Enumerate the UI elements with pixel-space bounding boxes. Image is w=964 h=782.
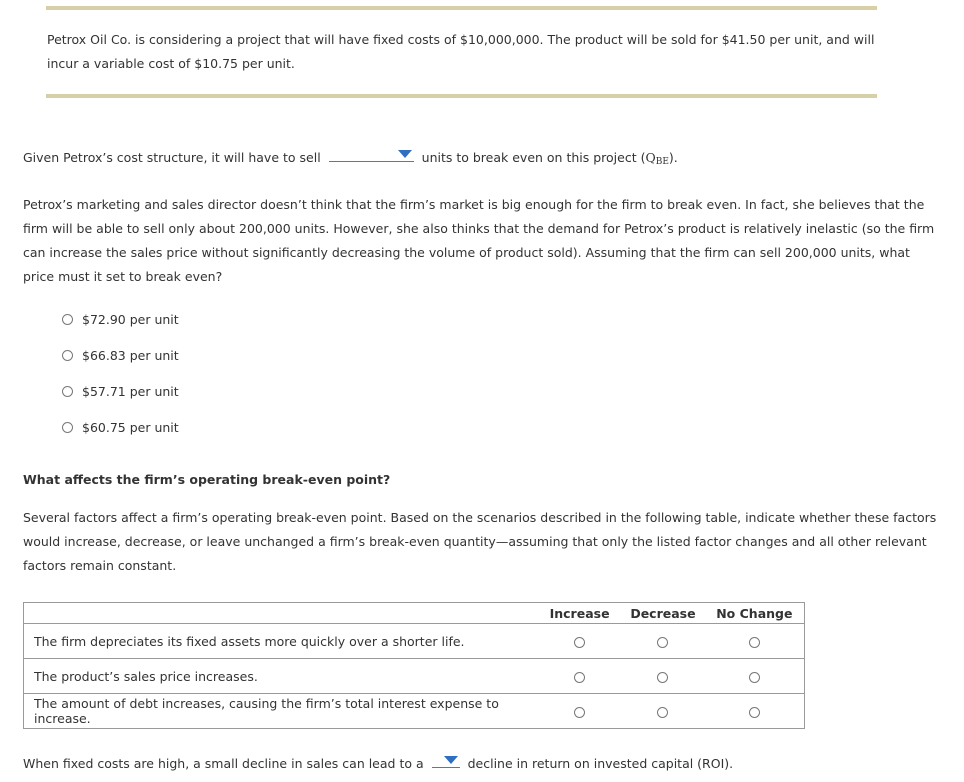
- radio-circle-icon[interactable]: [62, 350, 73, 361]
- qbe-subscript: BE: [655, 157, 669, 167]
- table-row: [24, 624, 805, 659]
- radio-circle-icon[interactable]: [62, 314, 73, 325]
- table-row: [24, 659, 805, 694]
- qbe-dropdown[interactable]: [329, 147, 414, 162]
- q4-sentence: [23, 752, 941, 776]
- radio-increase[interactable]: [574, 707, 585, 718]
- q4-text-after: decline in return on invested capital (ROI).: [467, 756, 734, 771]
- section-heading: What affects the firm’s operating break-even point?: [23, 472, 391, 487]
- qbe-symbol: Q: [645, 150, 656, 165]
- table-header-row: [24, 603, 805, 624]
- radio-circle-icon[interactable]: [62, 422, 73, 433]
- radio-increase[interactable]: [574, 672, 585, 683]
- column-header-no-change: No Change: [716, 605, 793, 621]
- radio-circle-icon[interactable]: [62, 386, 73, 397]
- column-header-increase: Increase: [549, 605, 610, 621]
- price-option-label: $72.90 per unit: [82, 311, 179, 327]
- problem-intro: Petrox Oil Co. is considering a project that will have fixed costs of $10,000,000. The product will be sold for $41.50 per unit, and will incur a variable cost of $10.75 per unit.: [47, 32, 875, 71]
- row-label: The product’s sales price increases.: [24, 659, 538, 694]
- price-option-label: $60.75 per unit: [82, 419, 179, 435]
- top-divider: [46, 6, 877, 10]
- q4-text-before: When fixed costs are high, a small decline in sales can lead to a: [23, 756, 424, 771]
- table-row: [24, 694, 805, 729]
- q1-close: ).: [668, 150, 678, 165]
- factors-table: [23, 602, 805, 729]
- price-option-2[interactable]: [62, 346, 179, 364]
- radio-no-change[interactable]: [749, 707, 760, 718]
- radio-decrease[interactable]: [657, 707, 668, 718]
- q1-sentence: [23, 146, 941, 174]
- price-option-4[interactable]: [62, 418, 179, 436]
- radio-decrease[interactable]: [657, 637, 668, 648]
- row-label: The amount of debt increases, causing the firm’s total interest expense to increase.: [24, 694, 538, 729]
- chevron-down-icon: [444, 756, 458, 764]
- column-header-decrease: Decrease: [630, 605, 696, 621]
- price-option-1[interactable]: [62, 310, 179, 328]
- chevron-down-icon: [398, 150, 412, 158]
- bottom-divider: [46, 94, 877, 98]
- q1-text-after: units to break even on this project (: [421, 150, 646, 165]
- price-option-label: $66.83 per unit: [82, 347, 179, 363]
- q2-prompt: Petrox’s marketing and sales director doesn’t think that the firm’s market is big enough for the firm to break even. In fact, she believes that the firm will be able to sell only about 200,000 units. However, she also thinks that the demand for Petrox’s product is relatively inelastic (so the firm can increase the sales price without significantly decreasing the volume of product sold). Assuming that the firm can sell 200,000 units, what price must it set to break even?: [23, 197, 935, 284]
- section-intro: Several factors affect a firm’s operating break-even point. Based on the scenarios described in the following table, indicate whether these factors would increase, decrease, or leave unchanged a firm’s break-even quantity—assuming that only the listed factor changes and all other relevant factors remain constant.: [23, 510, 937, 573]
- q1-text-before: Given Petrox’s cost structure, it will have to sell: [23, 150, 321, 165]
- radio-no-change[interactable]: [749, 672, 760, 683]
- row-label: The firm depreciates its fixed assets more quickly over a shorter life.: [24, 624, 538, 659]
- price-option-3[interactable]: [62, 382, 179, 400]
- roi-decline-dropdown[interactable]: [432, 753, 460, 768]
- price-option-label: $57.71 per unit: [82, 383, 179, 399]
- radio-no-change[interactable]: [749, 637, 760, 648]
- header-blank: [24, 603, 538, 624]
- radio-decrease[interactable]: [657, 672, 668, 683]
- radio-increase[interactable]: [574, 637, 585, 648]
